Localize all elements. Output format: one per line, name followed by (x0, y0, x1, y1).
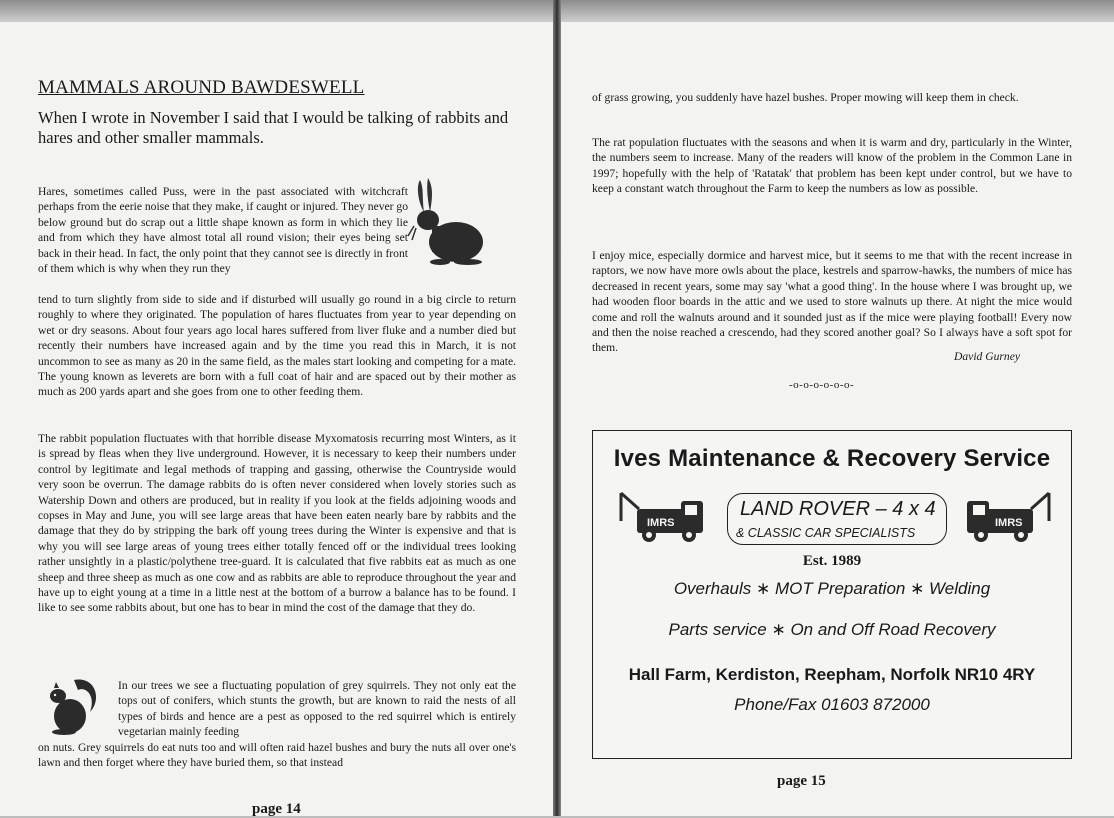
mice-paragraph: I enjoy mice, especially dormice and harvest mice, but it seems to me that with the recent increase in raptors, we now have more owls about the place, kestrels and sparrow-hawks, the numbers of mice has decreased in recent years, some may say 'what a good thing'. In the house where I was brought up, we had wooden floor boards in the attic and we used to store walnuts up there. At night the mice would come and roll the walnuts around and it sounded just as if the mice were playing football! Every now and then the noise reached a crescendo, had they scored another goal? So I always have a soft spot for them. (592, 249, 1072, 355)
rabbits-paragraph: The rabbit population fluctuates with that horrible disease Myxomatosis recurring most Winters, as it is spread by fleas when they live underground. However, it is necessary to keep their numbers under control by legitimate and legal methods of trapping and gassing, otherwise the Countryside would very soon be overrun. The damage rabbits do is often never considered when lovely stories such as Watership Down and others are produced, but in reality if you look at the fields adjoining woods and copses in May and June, you will see large areas that have been eaten nearly bare by rabbits and the damage that they do by stripping the bark off young trees during the Winter is expensive and that is why you will see large areas of young trees either totally fenced off or the individual trees looking rather unsightly in a plastic/polythene tree-guard. It is calculated that five rabbits eat as much as one sheep and three sheep as much as one cow and as rabbits are able to reproduce throughout the year and have up to eight young at a time in a little nest at the bottom of a burrow a balance has to be found. I like to see some rabbits about, but one has to bear in mind the cost of the damage that they do. (38, 432, 516, 615)
truck-label-right: IMRS (995, 517, 1023, 529)
hares-paragraph-start: Hares, sometimes called Puss, were in the past associated with witchcraft perhaps from the eerie noise that they make, if caught or injured. They never go below ground but do scrap out a little shape known as form in which they lie and from which they have almost total all round vision; their eyes being set back in their head. In fact, the only point that they cannot see is directly in front of them which is why when they run they (38, 185, 409, 276)
truck-label-left: IMRS (647, 517, 675, 529)
hares-paragraph-continued: tend to turn slightly from side to side and if disturbed will usually go round in a big circle to return roughly to where they originated. The population of hares fluctuates from year to year depending on wet or dry seasons. About four years ago local hares suffered from liver fluke and a number died but recently their numbers have increased again and by the time you read this in March, it is not uncommon to see as many as 20 in the same field, as the males start looking and competing for a mate. The young known as leverets are born with a full coat of hair and are spaced out by their mother as much as 200 yards apart and she goes from one to other feeding them. (38, 293, 516, 399)
services-line-1: Overhauls ∗ MOT Preparation ∗ Welding (673, 579, 991, 598)
page-number-left: page 14 (252, 801, 301, 817)
badge-sub-text: & CLASSIC CAR SPECIALISTS (736, 526, 916, 540)
services-line-2: Parts service ∗ On and Off Road Recovery (668, 620, 996, 639)
author-signature: David Gurney (954, 350, 1021, 363)
page-number-right: page 15 (777, 773, 826, 789)
squirrels-paragraph-start: In our trees we see a fluctuating population of grey squirrels. They not only eat the tops out of conifers, which stunts the growth, but are known to raid the nests of all types of birds and hence are a pest as opposed to the red squirrel which is entirely vegetarian mainly feeding (118, 679, 516, 739)
badge-main-text: LAND ROVER – 4 x 4 (740, 498, 936, 520)
article-lead: When I wrote in November I said that I would be talking of rabbits and hares and other smaller mammals. (38, 108, 509, 147)
book-gutter (553, 0, 561, 816)
advert-title: Ives Maintenance & Recovery Service (613, 445, 1051, 472)
article-title: MAMMALS AROUND BAWDESWELL (38, 77, 365, 98)
left-page (0, 22, 553, 816)
recovery-service-advert (592, 430, 1072, 759)
section-separator: -o-o-o-o-o-o- (789, 379, 855, 391)
tow-truck-icon (615, 487, 715, 547)
squirrel-icon (44, 676, 102, 736)
established-year: Est. 1989 (802, 553, 862, 569)
tow-truck-icon (955, 487, 1055, 547)
business-address: Hall Farm, Kerdiston, Reepham, Norfolk NR10 4RY (628, 665, 1036, 684)
right-page (561, 22, 1114, 816)
land-rover-badge (727, 493, 947, 545)
squirrels-paragraph-continued: on nuts. Grey squirrels do eat nuts too and will often raid hazel bushes and bury the nuts all over one's lawn and then forget where they have buried them, so that instead (38, 741, 516, 770)
hare-icon (406, 176, 484, 268)
business-phone: Phone/Fax 01603 872000 (734, 695, 930, 714)
hazel-paragraph: of grass growing, you suddenly have hazel bushes. Proper mowing will keep them in check. (592, 91, 1019, 104)
rats-paragraph: The rat population fluctuates with the seasons and when it is warm and dry, particularly in the Winter, the numbers seem to increase. Many of the readers will know of the problem in the Common Lane in 1997; hopefully with the help of 'Ratatak' that problem has been kept under control, but we have to keep a constant watch throughout the Farm to keep the numbers as low as possible. (592, 136, 1072, 196)
